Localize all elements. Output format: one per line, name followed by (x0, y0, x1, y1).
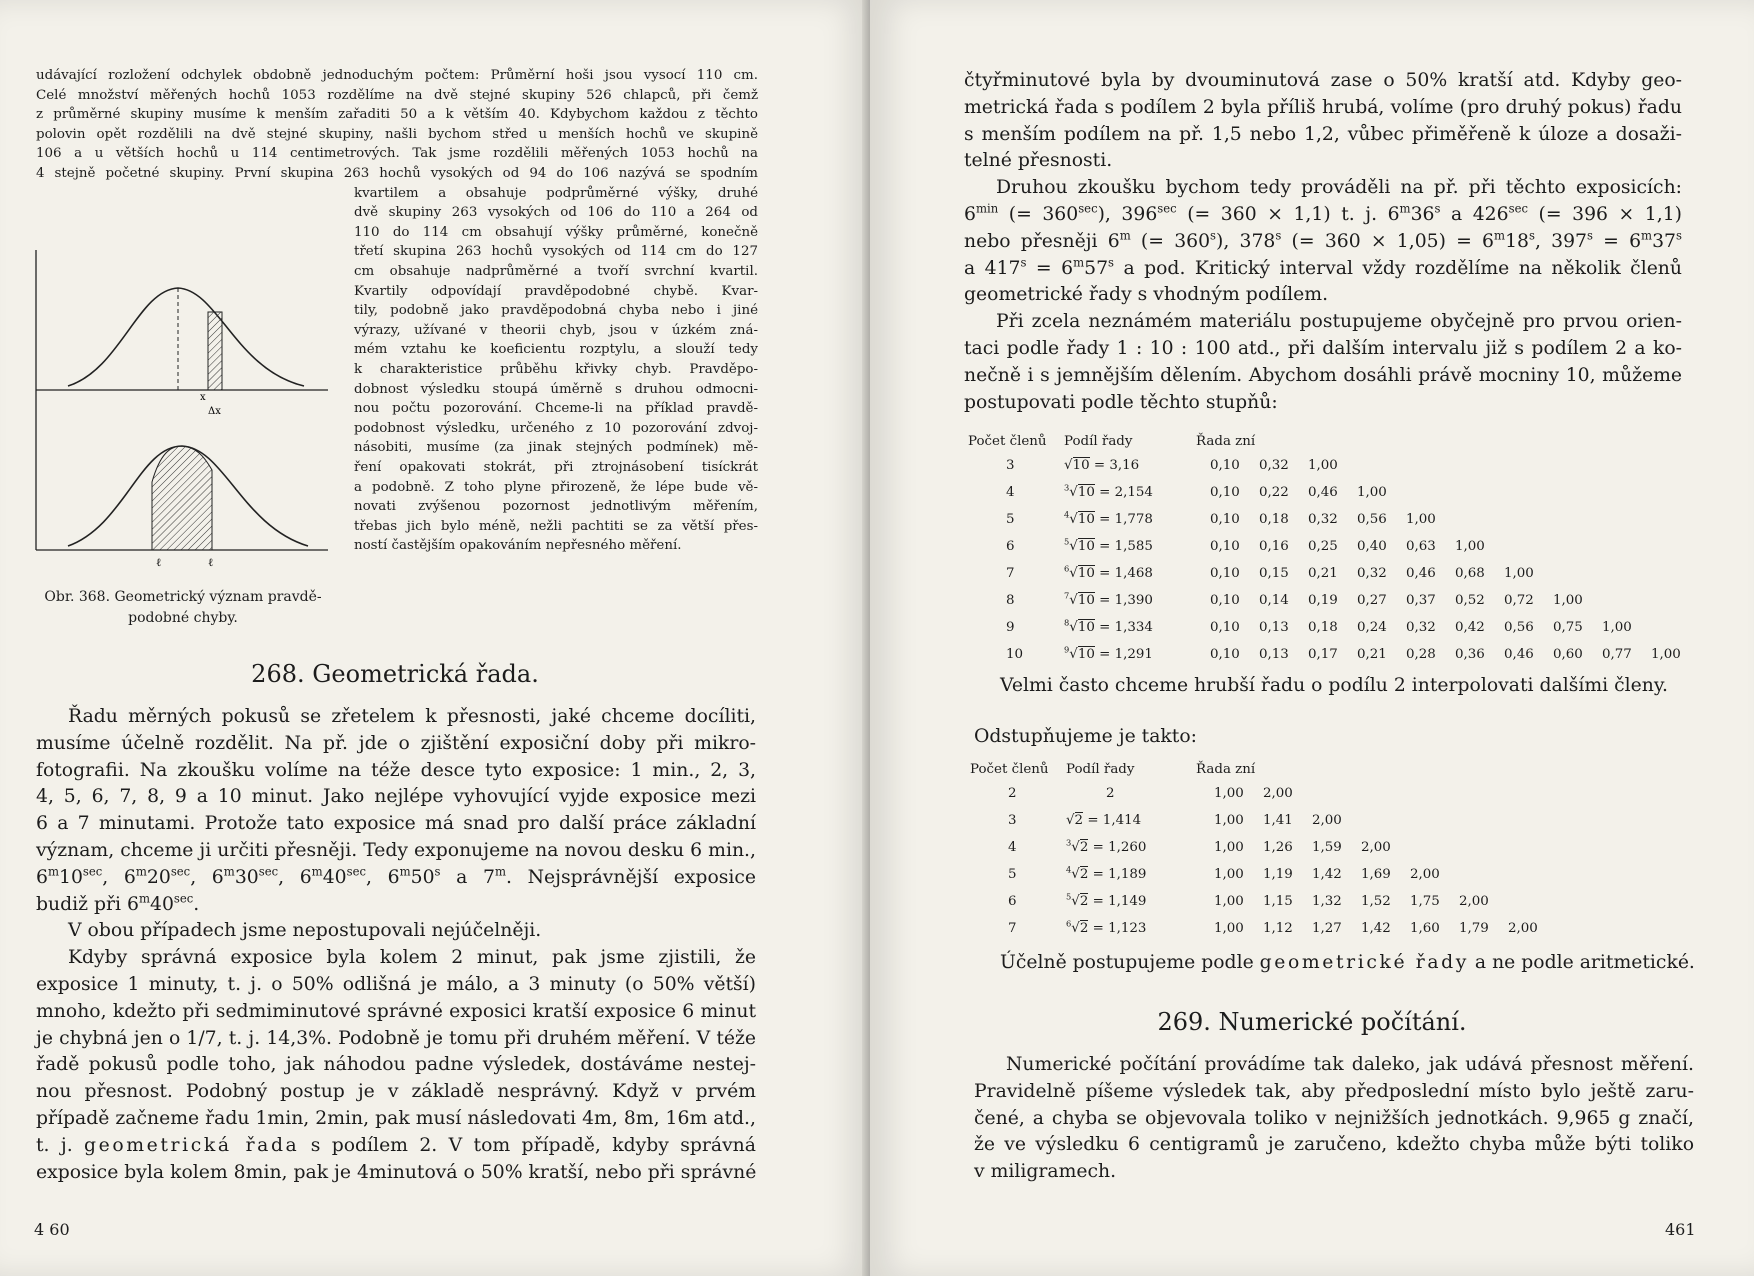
exposure-line-b: nebo přesněji 6$^m$ (= $360^s$), 378$^s$ (= $360 \times 1,05) = 6^m18^s$, $397^s = 6^m37^s$ (964, 228, 1682, 252)
ratio-value: = 2,154 (1094, 485, 1153, 500)
series-cell (1196, 807, 1557, 834)
series-value: 1,19 (1263, 867, 1293, 882)
series-value: 1,00 (1504, 566, 1534, 581)
radical-sign-icon: √ (1069, 593, 1078, 608)
series-cell (1196, 506, 1700, 533)
series-value: 0,10 (1210, 485, 1240, 500)
series-cell (1196, 861, 1557, 888)
series-value: 1,00 (1214, 840, 1244, 855)
table-row (968, 614, 1700, 641)
text-line: exposice 1 minuty, t. j. o 50% odlišná je málo, a 3 minuty (o 50% větší) (36, 973, 756, 995)
ratio-value: = 1,778 (1094, 512, 1153, 527)
series-value: 0,10 (1210, 647, 1240, 662)
figure-caption (18, 587, 348, 629)
series-value: 0,68 (1455, 566, 1485, 581)
text-line: postupovati podle těchto stupňů: (964, 391, 1278, 413)
emphasized-text: geometrická řada (84, 1134, 300, 1156)
ratio-cell (1064, 587, 1196, 614)
table-row (968, 587, 1700, 614)
series-value: 1,12 (1263, 921, 1293, 936)
text-line: Pravidelně píšeme výsledek tak, aby předposlední místo bylo ještě zaru- (974, 1080, 1694, 1102)
radicand: 10 (1077, 647, 1095, 662)
series-value: 1,32 (1312, 894, 1342, 909)
ratio-cell (1066, 807, 1196, 834)
upper-delta-x-label: Δx (208, 406, 221, 417)
series-value: 1,52 (1361, 894, 1391, 909)
root-index: 4 (1066, 864, 1072, 875)
ratio-cell (1066, 834, 1196, 861)
member-count-cell: 9 (1006, 620, 1015, 635)
series-value: 1,00 (1214, 894, 1244, 909)
ratio-value: = 3,16 (1089, 458, 1140, 473)
series-value: 2,00 (1361, 840, 1391, 855)
text-line: 110 do 114 cm obsahují výšky průměrné, konečně (354, 224, 758, 240)
series-value: 0,42 (1455, 620, 1485, 635)
series-value: 1,00 (1214, 867, 1244, 882)
radicand: 10 (1072, 458, 1090, 473)
table-row (968, 560, 1700, 587)
radicand: 10 (1077, 485, 1095, 500)
series-cell (1196, 587, 1700, 614)
series-value: 0,52 (1455, 593, 1485, 608)
series-value: 0,21 (1308, 566, 1338, 581)
series-cell (1196, 560, 1700, 587)
table-header: Podíl řady (1066, 761, 1135, 777)
series-value: 1,75 (1410, 894, 1440, 909)
series-value: 1,42 (1361, 921, 1391, 936)
text-line: polovin opět rozdělili na dvě stejné skupiny, našli bychom střed u menších hochů ve skupině (36, 126, 758, 142)
radicand: 2 (1079, 921, 1089, 936)
table-header: Počet členů (968, 433, 1047, 449)
series-value: 2,00 (1508, 921, 1538, 936)
text-line: t. j. geometrická řada s podílem 2. V tom případě, kdyby správná (36, 1134, 756, 1156)
table-header-row (968, 430, 1700, 452)
ratio-value: = 1,334 (1094, 620, 1153, 635)
upper-hatched-strip (208, 312, 222, 390)
radicand: 10 (1077, 539, 1095, 554)
ratio-value: = 1,390 (1094, 593, 1153, 608)
geometric-series-table-10 (968, 430, 1700, 668)
series-value: 0,18 (1308, 620, 1338, 635)
figure-368 (28, 250, 350, 570)
table-header: Řada zní (1196, 761, 1256, 777)
series-value: 0,32 (1357, 566, 1387, 581)
table-header: Počet členů (970, 761, 1049, 777)
series-value: 1,00 (1553, 593, 1583, 608)
ratio-value: = 1,585 (1094, 539, 1153, 554)
text-span: a ne podle aritmetické. (1468, 952, 1695, 973)
radical-sign-icon: √ (1066, 813, 1075, 828)
ratio-cell (1066, 861, 1196, 888)
lower-r1-label: ℓ (156, 556, 162, 569)
text-line: Při zcela neznámém materiálu postupujeme obyčejně pro prvou orien- (996, 311, 1682, 333)
table-row (968, 479, 1700, 506)
series-value: 0,36 (1455, 647, 1485, 662)
series-cell (1196, 834, 1557, 861)
text-line: metrická řada s podílem 2 byla příliš hrubá, volíme (pro druhý pokus) řadu (964, 96, 1682, 118)
series-value: 1,15 (1263, 894, 1293, 909)
member-count-cell: 6 (1006, 539, 1015, 554)
root-index: 3 (1066, 837, 1072, 848)
ratio-cell (1064, 452, 1196, 479)
table-row (968, 533, 1700, 560)
series-value: 1,60 (1410, 921, 1440, 936)
text-line: případě začneme řadu 1min, 2min, pak musí následovati 4m, 8m, 16m atd., (36, 1107, 756, 1129)
series-value: 0,56 (1504, 620, 1534, 635)
radicand: 10 (1077, 593, 1095, 608)
table-row (968, 641, 1700, 668)
series-value: 0,46 (1504, 647, 1534, 662)
table-row (970, 807, 1557, 834)
series-value: 0,13 (1259, 620, 1289, 635)
ratio-cell (1064, 506, 1196, 533)
text-line: Celé množství měřených hochů 1053 rozdělíme na dvě stejné skupiny 526 chlapců, při čemž (36, 87, 758, 103)
final-exposure-line: budiž při $6^m40^{sec}$. (36, 891, 200, 915)
radical-sign-icon: √ (1071, 894, 1080, 909)
text-line: k charakteristice průběhu křivky chyb. Pravděpo- (354, 361, 758, 377)
table-row (970, 915, 1557, 942)
series-value: 0,10 (1210, 620, 1240, 635)
left-page-number: 4 60 (34, 1220, 70, 1239)
section-title-268: 268. Geometrická řada. (251, 660, 539, 688)
lower-r2-label: ℓ (208, 556, 214, 569)
text-line: 106 a u větších hochů u 114 centimetrových. Tak jsme rozdělili měřených 1053 hochů na (36, 146, 758, 162)
ratio-cell (1064, 479, 1196, 506)
ratio-value: = 1,189 (1088, 867, 1147, 882)
series-value: 0,10 (1210, 566, 1240, 581)
text-line: ností častějším opakováním nepřesného měření. (354, 538, 682, 554)
text-line: mnoho, kdežto při sedmiminutové správné exposici kratší exposice 6 minut (36, 1000, 756, 1022)
text-line: význam, chceme ji určiti přesněji. Tedy exponujeme na novou desku 6 min., (36, 839, 756, 861)
series-value: 0,14 (1259, 593, 1289, 608)
right-final-text (974, 1052, 1694, 1186)
table-row (970, 780, 1557, 807)
text-line: taci podle řady 1 : 10 : 100 atd., při dalším intervalu již s podílem 2 a ko- (964, 337, 1682, 359)
series-value: 1,00 (1214, 786, 1244, 801)
member-count-cell: 5 (1006, 512, 1015, 527)
upper-x-label: x (200, 392, 206, 403)
member-count-cell: 4 (1008, 840, 1017, 855)
root-index: 9 (1064, 644, 1070, 655)
radical-sign-icon: √ (1064, 458, 1073, 473)
root-index: 5 (1066, 891, 1072, 902)
text-line: tily, podobně jako pravděpodobná chyba nebo i jiné (354, 303, 758, 319)
text-line: geometrické řady s vhodným podílem. (964, 284, 1329, 306)
text-line: 4 stejně početné skupiny. První skupina 263 hochů vysokých od 94 do 106 nazývá se spodním (36, 165, 758, 181)
interpolation-line: Velmi často chceme hrubší řadu o podílu 2 interpolovati dalšími členy. (1000, 675, 1668, 696)
text-line: je chybná jen o 1/7, t. j. 14,3%. Podobně je tomu při druhém měření. V téže (36, 1027, 756, 1049)
series-cell (1196, 780, 1557, 807)
caption-line: podobné chyby. (128, 610, 238, 626)
series-value: 1,79 (1459, 921, 1489, 936)
ratio-value: = 1,468 (1094, 566, 1153, 581)
member-count-cell: 3 (1006, 458, 1015, 473)
text-line: že ve výsledku 6 centigramů je zaručeno, kdežto chyba může býti toliko (974, 1134, 1694, 1156)
root-index: 4 (1064, 509, 1070, 520)
text-line: čtyřminutové byla by dvouminutová zase o 50% kratší atd. Kdyby geo- (964, 70, 1682, 91)
exposure-series-line-render: $6^m10^{sec}$, $6^m20^{sec}$, $6^m30^{sec}$, $6^m40^{sec}$, 6$^m$50$^s$ a 7$^m$. Nejsprávnější exposice (36, 864, 757, 888)
ratio-cell (1064, 614, 1196, 641)
table-body (968, 452, 1700, 668)
left-page (0, 0, 870, 1276)
series-value: 1,00 (1406, 512, 1436, 527)
member-count-cell: 7 (1006, 566, 1015, 581)
series-value: 0,25 (1308, 539, 1338, 554)
ratio-cell (1064, 560, 1196, 587)
series-cell (1196, 888, 1557, 915)
text-line: v miligramech. (974, 1161, 1117, 1183)
text-line: řadě pokusů podle toho, jak náhodou padne výsledek, dostáváme nestej- (36, 1054, 756, 1076)
ratio-cell (1064, 641, 1196, 668)
table-row (970, 834, 1557, 861)
lower-error-curve-plot (36, 390, 328, 569)
text-line: nečně i s jemnějším dělením. Abychom dosáhli právě mocniny 10, můžeme (964, 364, 1682, 386)
text-line: nou přesnost. Podobný postup je v základě nesprávný. Když v prvém (36, 1081, 756, 1103)
series-value: 0,77 (1602, 647, 1632, 662)
text-line: exposice byla kolem 8min, pak je 4minutová o 50% kratší, nebo při správné (36, 1161, 757, 1183)
section-title-269: 269. Numerické počítání. (1157, 1008, 1467, 1036)
text-line: podobnost výsledku, určeného z 10 pozorování zdvoj- (354, 420, 758, 436)
text-line: 6 a 7 minutami. Protože tato exposice má snad pro další práce základní (36, 813, 756, 835)
series-value: 1,26 (1263, 840, 1293, 855)
radical-sign-icon: √ (1069, 620, 1078, 635)
series-cell (1196, 533, 1700, 560)
ratio-cell (1066, 888, 1196, 915)
series-value: 0,10 (1210, 539, 1240, 554)
text-line: Kvartily odpovídají pravděpodobné chybě. Kvar- (354, 283, 758, 299)
text-line: násobiti, musíme (za jinak stejných podmínek) mě- (354, 440, 758, 456)
table-header: Podíl řady (1064, 433, 1133, 449)
series-value: 0,56 (1357, 512, 1387, 527)
right-page (870, 0, 1754, 1276)
radical-sign-icon: √ (1071, 840, 1080, 855)
text-line: Kdyby správná exposice byla kolem 2 minut, pak jsme zjistili, že (68, 947, 756, 969)
text-line: cm obsahuje nadprůměrné a tvoří svrchní kvartil. (354, 263, 758, 279)
series-value: 1,00 (1455, 539, 1485, 554)
series-value: 0,24 (1357, 620, 1387, 635)
table-body (970, 780, 1557, 942)
left-side-paragraph (354, 184, 758, 556)
text-line: novati zvýšenou pozornost jednotlivým měřením, (354, 499, 758, 515)
text-line: telné přesnosti. (964, 150, 1113, 172)
series-value: 0,63 (1406, 539, 1436, 554)
series-value: 1,00 (1308, 458, 1338, 473)
ratio-cell (1066, 780, 1196, 807)
series-value: 1,42 (1312, 867, 1342, 882)
series-value: 1,59 (1312, 840, 1342, 855)
radical-sign-icon: √ (1069, 539, 1078, 554)
member-count-cell: 3 (1008, 813, 1017, 828)
series-value: 0,60 (1553, 647, 1583, 662)
series-value: 0,40 (1357, 539, 1387, 554)
text-line: ření opakovati stokrát, při ztrojnásobení tisíckrát (354, 459, 758, 475)
text-line: kvartilem a obsahuje podprůměrné výšky, druhé (354, 185, 758, 201)
series-cell (1196, 641, 1700, 668)
root-index: 8 (1064, 617, 1070, 628)
radical-sign-icon: √ (1069, 647, 1078, 662)
series-value: 0,32 (1259, 458, 1289, 473)
lower-hatched-area (152, 446, 212, 550)
table-header: Řada zní (1196, 433, 1256, 449)
series-value: 0,21 (1357, 647, 1387, 662)
series-value: 2,00 (1459, 894, 1489, 909)
text-line: s menším podílem na př. 1,5 nebo 1,2, vůbec přiměřeně k úloze a dosaži- (964, 123, 1682, 145)
text-line: a podobně. Z toho plyne přirozeně, že lépe bude vě- (354, 479, 758, 495)
series-value: 0,10 (1210, 512, 1240, 527)
series-value: 0,22 (1259, 485, 1289, 500)
exposure-line-a: $6^{min}$ (= $360^{sec}$), $396^{sec}$ (= 360 × 1,1) t. j. 6$^m$36$^s$ a $426^{sec}$ (= 396 × 1,1) (964, 201, 1682, 225)
series-value: 0,32 (1406, 620, 1436, 635)
series-value: 2,00 (1312, 813, 1342, 828)
member-count-cell: 7 (1008, 921, 1017, 936)
right-top-text (964, 68, 1682, 416)
series-value: 0,46 (1406, 566, 1436, 581)
member-count-cell: 10 (1006, 647, 1024, 662)
text-line: dobnost výsledku stoupá úměrně s druhou odmocni- (354, 381, 758, 397)
radicand: 2 (1074, 813, 1084, 828)
text-line: V obou případech jsme nepostupovali nejúčelněji. (68, 920, 542, 942)
radicand: 10 (1077, 512, 1095, 527)
text-span: Účelně postupujeme podle (1000, 952, 1260, 973)
series-value: 1,69 (1361, 867, 1391, 882)
series-value: 1,27 (1312, 921, 1342, 936)
member-count-cell: 8 (1006, 593, 1015, 608)
radicand: 2 (1079, 867, 1089, 882)
radical-sign-icon: √ (1069, 485, 1078, 500)
series-value: 0,19 (1308, 593, 1338, 608)
text-line: dvě skupiny 263 vysokých od 106 do 110 a 264 od (354, 205, 758, 221)
series-value: 0,32 (1308, 512, 1338, 527)
ratio-cell (1066, 915, 1196, 942)
series-value: 0,13 (1259, 647, 1289, 662)
series-value: 2,00 (1410, 867, 1440, 882)
table-row (968, 452, 1700, 479)
text-line: Řadu měrných pokusů se zřetelem k přesnosti, jaké chceme docíliti, (68, 706, 756, 727)
upper-error-curve-plot (36, 250, 328, 417)
root-index: 7 (1064, 590, 1070, 601)
odstupnujeme-line: Odstupňujeme je takto: (974, 726, 1197, 747)
series-value: 0,15 (1259, 566, 1289, 581)
text-line: Druhou zkoušku bychom tedy prováděli na př. při těchto exposicích: (996, 177, 1682, 199)
series-value: 2,00 (1263, 786, 1293, 801)
geometric-conclusion-line (1000, 950, 1695, 977)
series-value: 0,46 (1308, 485, 1338, 500)
table-row (968, 506, 1700, 533)
root-index: 6 (1066, 918, 1072, 929)
root-index: 5 (1064, 536, 1070, 547)
text-line: nou počtu pozorování. Chceme-li na příklad pravdě- (354, 401, 758, 417)
left-main-text (36, 704, 756, 1186)
series-value: 1,00 (1357, 485, 1387, 500)
series-value: 0,37 (1406, 593, 1436, 608)
series-value: 0,10 (1210, 593, 1240, 608)
table-row (970, 888, 1557, 915)
series-value: 1,00 (1651, 647, 1681, 662)
ratio-value: 2 (1106, 786, 1115, 801)
series-cell (1196, 614, 1700, 641)
text-line: mém vztahu ke koeficientu rozptylu, a slouží tedy (354, 342, 758, 358)
right-page-number: 461 (1665, 1220, 1696, 1239)
member-count-cell: 4 (1006, 485, 1015, 500)
member-count-cell: 2 (1008, 786, 1017, 801)
caption-line: Obr. 368. Geometrický význam pravdě- (44, 589, 322, 605)
member-count-cell: 5 (1008, 867, 1017, 882)
series-value: 1,00 (1214, 813, 1244, 828)
root-index: 6 (1064, 563, 1070, 574)
ratio-value: = 1,123 (1088, 921, 1147, 936)
ratio-value: = 1,291 (1094, 647, 1153, 662)
upper-bell-curve (68, 288, 304, 386)
ratio-value: = 1,149 (1088, 894, 1147, 909)
radicand: 2 (1079, 894, 1089, 909)
series-value: 0,28 (1406, 647, 1436, 662)
series-value: 1,00 (1602, 620, 1632, 635)
series-value: 0,75 (1553, 620, 1583, 635)
series-cell (1196, 915, 1557, 942)
text-line: z průměrné skupiny musíme k menším zařaditi 50 a k větším 40. Kdybychom každou z těchto (36, 107, 758, 123)
table-header-row (970, 758, 1557, 780)
radicand: 2 (1079, 840, 1089, 855)
exposure-line-c: a $417^s = 6^m57^s$ a pod. Kritický interval vždy rozdělíme na několik členů (964, 255, 1683, 279)
ratio-value: = 1,260 (1088, 840, 1147, 855)
series-value: 0,72 (1504, 593, 1534, 608)
radical-sign-icon: √ (1071, 921, 1080, 936)
series-cell (1196, 452, 1700, 479)
text-line: udávající rozložení odchylek obdobně jednoduchým počtem: Průměrní hoši jsou vysocí 110 cm. (36, 68, 758, 83)
series-value: 1,41 (1263, 813, 1293, 828)
text-line: třebas jich bylo méně, nežli pachtiti se za větší přes- (354, 518, 758, 534)
text-line: fotografii. Na zkoušku volíme na téže desce tyto exposice: 1 min., 2, 3, (36, 759, 756, 781)
series-value: 0,17 (1308, 647, 1338, 662)
table-row (970, 861, 1557, 888)
series-value: 0,16 (1259, 539, 1289, 554)
text-line: čené, a chyba se objevovala toliko v nejnižších jednotkách. 9,965 g značí, (974, 1107, 1694, 1129)
series-cell (1196, 479, 1700, 506)
text-line: Numerické počítání provádíme tak daleko, jak udává přesnost měření. (1006, 1054, 1694, 1075)
radicand: 10 (1077, 566, 1095, 581)
text-line: výrazy, užívané v theorii chyb, jsou v úzkém zná- (354, 322, 758, 338)
text-line: musíme účelně rozdělit. Na př. jde o zjištění exposiční doby při mikro- (36, 732, 756, 754)
emphasized-text: geometrické řady (1259, 952, 1469, 973)
series-value: 1,00 (1214, 921, 1244, 936)
text-line: třetí skupina 263 hochů vysokých od 114 cm do 127 (354, 244, 758, 260)
ratio-cell (1064, 533, 1196, 560)
radical-sign-icon: √ (1071, 867, 1080, 882)
radical-sign-icon: √ (1069, 512, 1078, 527)
root-index: 3 (1064, 482, 1070, 493)
text-line: 4, 5, 6, 7, 8, 9 a 10 minut. Jako nejlépe vyhovující vyjde exposice mezi (36, 786, 756, 808)
left-top-paragraph (36, 66, 758, 184)
member-count-cell: 6 (1008, 894, 1017, 909)
ratio-value: = 1,414 (1083, 813, 1142, 828)
series-value: 0,27 (1357, 593, 1387, 608)
series-value: 0,18 (1259, 512, 1289, 527)
radical-sign-icon: √ (1069, 566, 1078, 581)
series-value: 0,10 (1210, 458, 1240, 473)
radicand: 10 (1077, 620, 1095, 635)
geometric-series-table-2 (970, 758, 1557, 942)
